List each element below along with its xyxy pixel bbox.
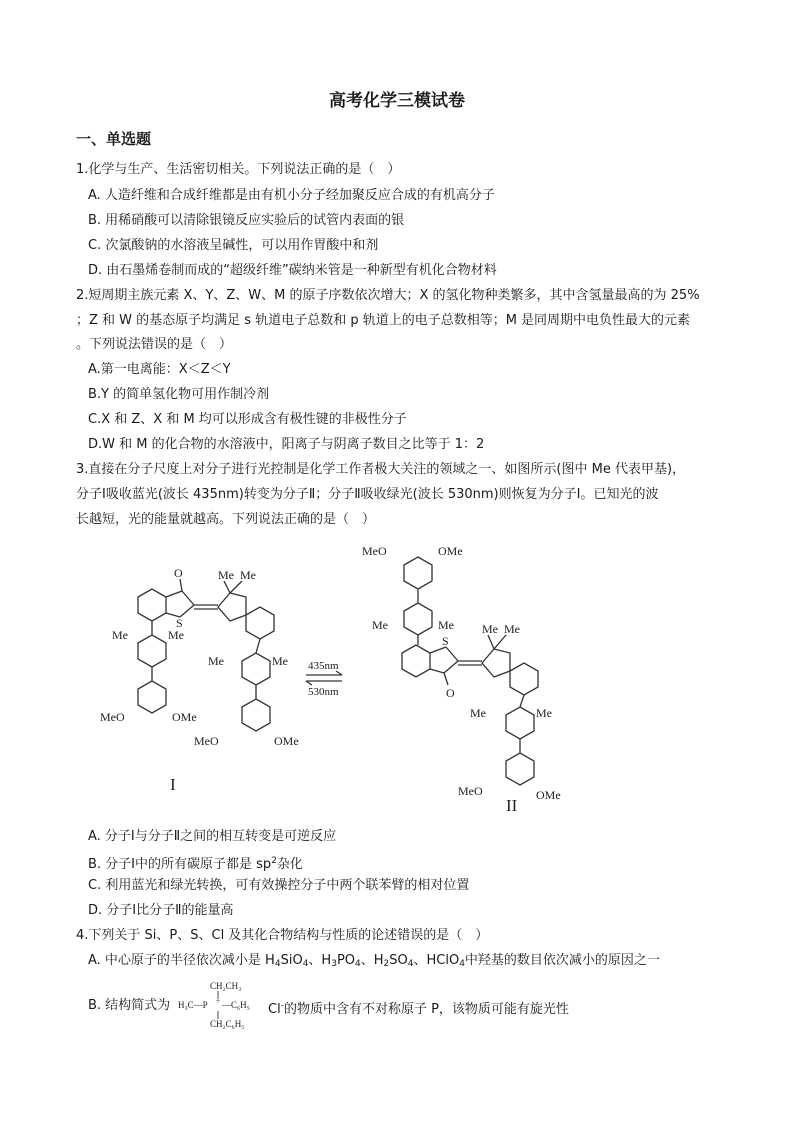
meo-label-1: MeO xyxy=(100,710,125,724)
me-label-4: Me xyxy=(168,628,184,642)
me-label-12: Me xyxy=(536,706,552,720)
q2-option-c: C.X 和 Z、X 和 M 均可以形成含有极性键的非极性分子 xyxy=(88,412,407,427)
sulfur-label-right: S xyxy=(442,634,449,648)
q2-stem-line3: 。下列说法错误的是（ ） xyxy=(76,337,233,352)
me-label-7: Me xyxy=(372,618,388,632)
molecule-ii-label: II xyxy=(506,796,518,815)
phosphonium-formula xyxy=(176,981,266,1029)
meo-label-2: MeO xyxy=(194,734,219,748)
formula-top: CH₂CH₃ xyxy=(210,981,242,991)
q3-option-b: B. 分子Ⅰ中的所有碳原子都是 $sp^2$杂化 xyxy=(88,856,303,872)
page-title: 高考化学三模试卷 xyxy=(329,91,465,111)
me-label-2: Me xyxy=(240,568,256,582)
me-label-6: Me xyxy=(272,654,288,668)
q3-option-c: C. 利用蓝光和绿光转换，可有效操控分子中两个联苯臂的相对位置 xyxy=(88,878,470,893)
arrow-label-435: 435nm xyxy=(308,660,339,672)
q4-option-b-suffix: Cl-的物质中含有不对称原子 P，该物质可能有旋光性 xyxy=(268,1001,569,1017)
q4-option-a: A. 中心原子的半径依次减小是 $H_4SiO_4$、$H_3PO_4$、$H_2SO_4$、HClO$_4$中羟基的数目依次减小的原因之一 xyxy=(88,953,660,969)
q4-stem: 4.下列关于 Si、P、S、Cl 及其化合物结构与性质的论述错误的是（ ） xyxy=(76,928,489,943)
arrow-label-530: 530nm xyxy=(308,686,339,698)
q2-option-b: B.Y 的简单氢化物可用作制冷剂 xyxy=(88,387,270,402)
me-label-8: Me xyxy=(438,618,454,632)
me-label-3: Me xyxy=(112,628,128,642)
ome-label-3: OMe xyxy=(438,544,463,558)
equilibrium-arrows xyxy=(306,660,342,698)
formula-bottom: CH₂C₆H₅ xyxy=(210,1019,245,1029)
oxo-label-left: O xyxy=(174,566,183,580)
meo-label-3: MeO xyxy=(362,544,387,558)
q3-stem-line3: 长越短，光的能量就越高。下列说法正确的是（ ） xyxy=(76,512,376,527)
section-heading: 一、单选题 xyxy=(76,130,152,148)
q1-option-d: D. 由石墨烯卷制而成的“超级纤维”碳纳米管是一种新型有机化合物材料 xyxy=(88,263,497,278)
molecule-i-structure xyxy=(100,566,299,794)
ome-label-1: OMe xyxy=(172,710,197,724)
q3-stem-line1: 3.直接在分子尺度上对分子进行光控制是化学工作者极大关注的领域之一、如图所示(图中 Me 代表甲基)， xyxy=(76,462,686,477)
molecule-i-label: I xyxy=(170,775,176,794)
q3-option-d: D. 分子Ⅰ比分子Ⅱ的能量高 xyxy=(88,903,234,918)
q2-option-d: D.W 和 M 的化合物的水溶液中，阳离子与阴离子数目之比等于 1：2 xyxy=(88,437,485,452)
q3-molecule-figure xyxy=(90,535,590,820)
q1-stem: 1.化学与生产、生活密切相关。下列说法正确的是（ ） xyxy=(76,162,401,177)
formula-left: H₃C—P xyxy=(178,1000,208,1010)
me-label-9: Me xyxy=(482,622,498,636)
q1-option-c: C. 次氯酸钠的水溶液呈碱性，可以用作胃酸中和剂 xyxy=(88,238,379,253)
q3-option-a: A. 分子Ⅰ与分子Ⅱ之间的相互转变是可逆反应 xyxy=(88,829,337,844)
q1-option-b: B. 用稀硝酸可以清除银镜反应实验后的试管内表面的银 xyxy=(88,213,405,228)
q3-stem-line2: 分子Ⅰ吸收蓝光(波长 435nm)转变为分子Ⅱ；分子Ⅱ吸收绿光(波长 530nm)则恢复为分子Ⅰ。已知光的波 xyxy=(76,487,659,502)
q1-option-a: A. 人造纤维和合成纤维都是由有机小分子经加聚反应合成的有机高分子 xyxy=(88,188,495,203)
me-label-5: Me xyxy=(208,654,224,668)
ome-label-2: OMe xyxy=(274,734,299,748)
me-label-11: Me xyxy=(470,706,486,720)
sulfur-label-left: S xyxy=(176,616,183,630)
me-label-1: Me xyxy=(218,568,234,582)
q2-stem-line1: 2.短周期主族元素 X、Y、Z、W、M 的原子序数依次增大；X 的氢化物种类繁多，其中含氢量最高的为 25% xyxy=(76,288,700,303)
q2-stem-line2: ；Z 和 W 的基态原子均满足 s 轨道电子总数和 p 轨道上的电子总数相等；M 是同周期中电负性最大的元素 xyxy=(76,313,691,328)
ome-label-4: OMe xyxy=(536,788,561,802)
q2-option-a: A.第一电离能：X＜Z＜Y xyxy=(88,362,231,377)
formula-plus: + xyxy=(216,997,220,1005)
me-label-10: Me xyxy=(504,622,520,636)
meo-label-4: MeO xyxy=(458,784,483,798)
oxo-label-right: O xyxy=(446,686,455,700)
q4-option-b-prefix: B. 结构简式为 xyxy=(88,998,171,1013)
molecule-ii-structure xyxy=(362,544,561,815)
formula-right: —C₆H₅ xyxy=(222,1000,250,1010)
